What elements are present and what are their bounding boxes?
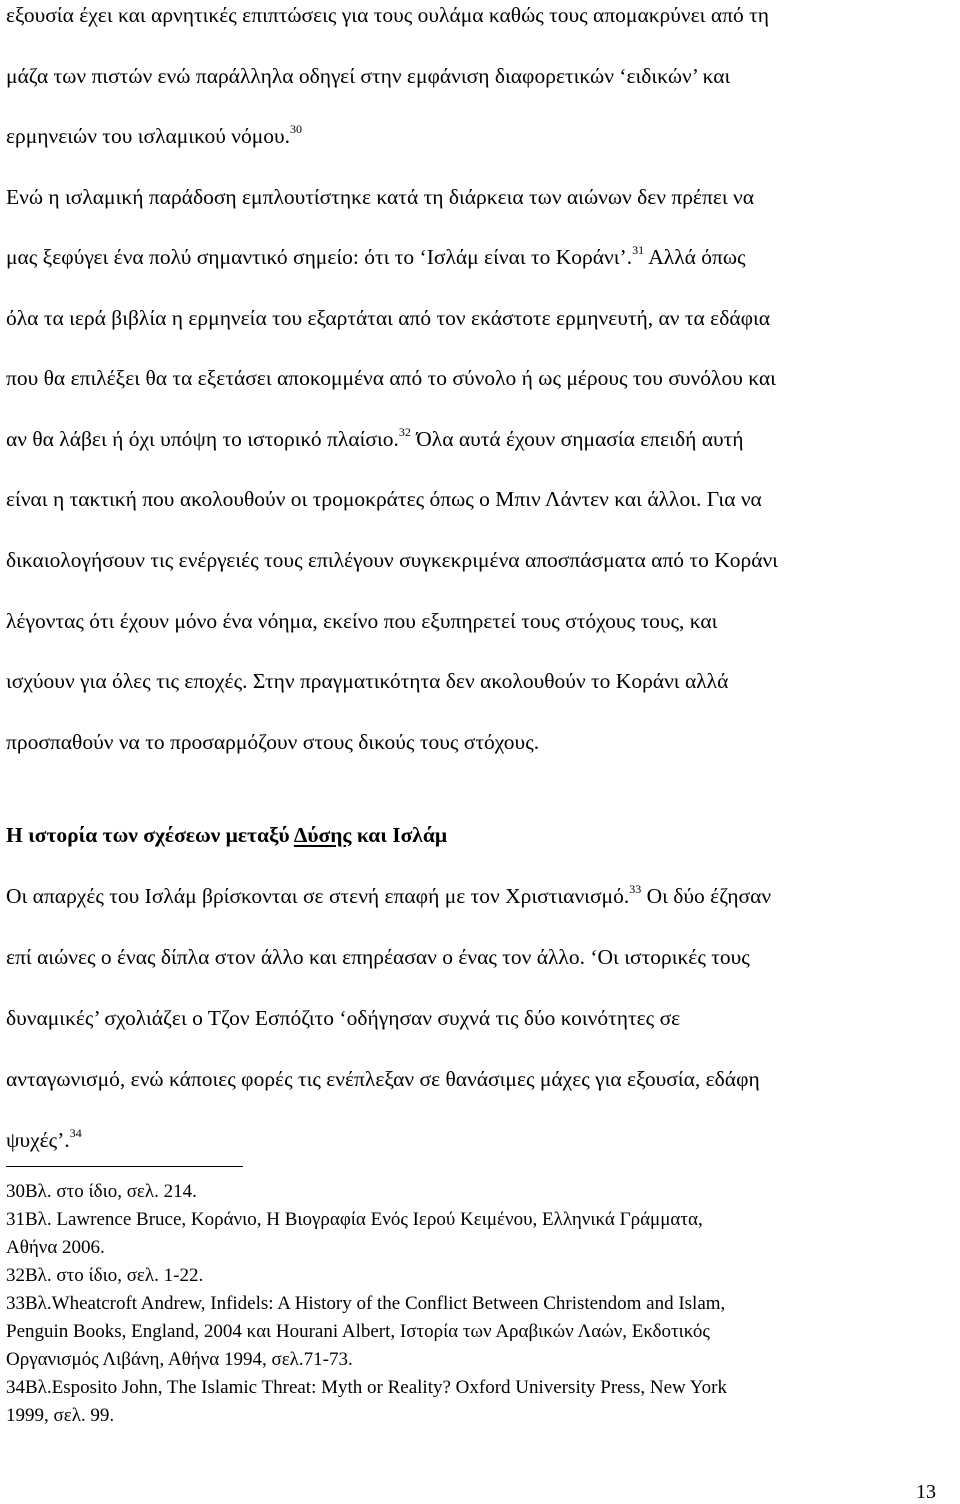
page-number: 13 — [916, 1481, 936, 1503]
footnote-33-cont: Penguin Books, England, 2004 και Hourani Albert, Ιστορία των Αραβικών Λαών, Εκδοτικός — [6, 1321, 710, 1342]
text-line: εξουσία έχει και αρνητικές επιπτώσεις για τους ουλάμα καθώς τους απομακρύνει από τη — [6, 3, 769, 27]
text-line: όλα τα ιερά βιβλία η ερμηνεία του εξαρτάται από τον εκάστοτε ερμηνευτή, αν τα εδάφια — [6, 306, 771, 330]
footnote-33: 33Βλ.Wheatcroft Andrew, Infidels: A History of the Conflict Between Christendom and Islam, — [6, 1293, 726, 1314]
footnote-ref[interactable]: 30 — [290, 122, 302, 136]
footnote-30: 30Βλ. στο ίδιο, σελ. 214. — [6, 1181, 197, 1202]
text-line: είναι η τακτική που ακολουθούν οι τρομοκράτες όπως ο Μπιν Λάντεν και άλλοι. Για να — [6, 487, 762, 511]
text-line: δικαιολογήσουν τις ενέργειές τους επιλέγουν συγκεκριμένα αποσπάσματα από το Κοράνι — [6, 548, 778, 572]
text-line: μάζα των πιστών ενώ παράλληλα οδηγεί στην εμφάνιση διαφορετικών ‘ειδικών’ και — [6, 64, 731, 88]
text-line: ψυχές’.$^{34}$ — [6, 1126, 82, 1152]
footnote-33-cont: Οργανισμός Λιβάνη, Αθήνα 1994, σελ.71-73. — [6, 1349, 353, 1370]
text-line: προσπαθούν να το προσαρμόζουν στους δικούς τους στόχους. — [6, 730, 540, 754]
text-line: Οι απαρχές του Ισλάμ βρίσκονται σε στενή επαφή με τον Χριστιανισμό.$^{33}$ Οι δύο έζησαν — [6, 882, 772, 908]
text-line: δυναμικές’ σχολιάζει ο Τζον Εσπόζιτο ‘οδήγησαν συχνά τις δύο κοινότητες σε — [6, 1006, 681, 1030]
footnote-ref[interactable]: 31 — [632, 243, 645, 257]
footnote-ref[interactable]: 32 — [398, 425, 411, 439]
footnote-ref[interactable]: 34 — [69, 1126, 82, 1140]
footnote-ref[interactable]: 33 — [629, 882, 642, 896]
text-line: αν θα λάβει ή όχι υπόψη το ιστορικό πλαίσιο.$^{32}$ Όλα αυτά έχουν σημασία επειδή αυτή — [6, 425, 744, 451]
text-line: που θα επιλέξει θα τα εξετάσει αποκομμένα από το σύνολο ή ως μέρους του συνόλου και — [6, 366, 776, 390]
footnote-34-cont: 1999, σελ. 99. — [6, 1405, 115, 1426]
section-heading: Η ιστορία των σχέσεων μεταξύ Δύσης και Ισλάμ — [6, 823, 448, 847]
text-line: μας ξεφύγει ένα πολύ σημαντικό σημείο: ότι το ‘Ισλάμ είναι το Κοράνι’.$^{31}$ Αλλά όπως — [6, 243, 746, 269]
text-line: ισχύουν για όλες τις εποχές. Στην πραγματικότητα δεν ακολουθούν το Κοράνι αλλά — [6, 669, 729, 693]
footnote-32: 32Βλ. στο ίδιο, σελ. 1-22. — [6, 1265, 204, 1286]
text-line: Ενώ η ισλαμική παράδοση εμπλουτίστηκε κατά τη διάρκεια των αιώνων δεν πρέπει να — [6, 185, 754, 209]
footnote-34: 34Βλ.Esposito John, The Islamic Threat: Myth or Reality? Oxford University Press, New York — [6, 1377, 727, 1398]
footnote-separator — [6, 1166, 243, 1167]
footnote-31: 31Βλ. Lawrence Bruce, Κοράνιο, Η Βιογραφία Ενός Ιερού Κειμένου, Ελληνικά Γράμματα, — [6, 1209, 703, 1230]
text-line: επί αιώνες ο ένας δίπλα στον άλλο και επηρέασαν ο ένας τον άλλο. ‘Οι ιστορικές τους — [6, 945, 750, 969]
text-line: ανταγωνισμό, ενώ κάποιες φορές τις ενέπλεξαν σε θανάσιμες μάχες για εξουσία, εδάφη — [6, 1067, 760, 1091]
footnote-31-cont: Αθήνα 2006. — [6, 1237, 105, 1258]
text-line: ερμηνειών του ισλαμικού νόμου.$^{30}$ — [6, 122, 302, 148]
text-line: λέγοντας ότι έχουν μόνο ένα νόημα, εκείνο που εξυπηρετεί τους στόχους τους, και — [6, 609, 718, 633]
